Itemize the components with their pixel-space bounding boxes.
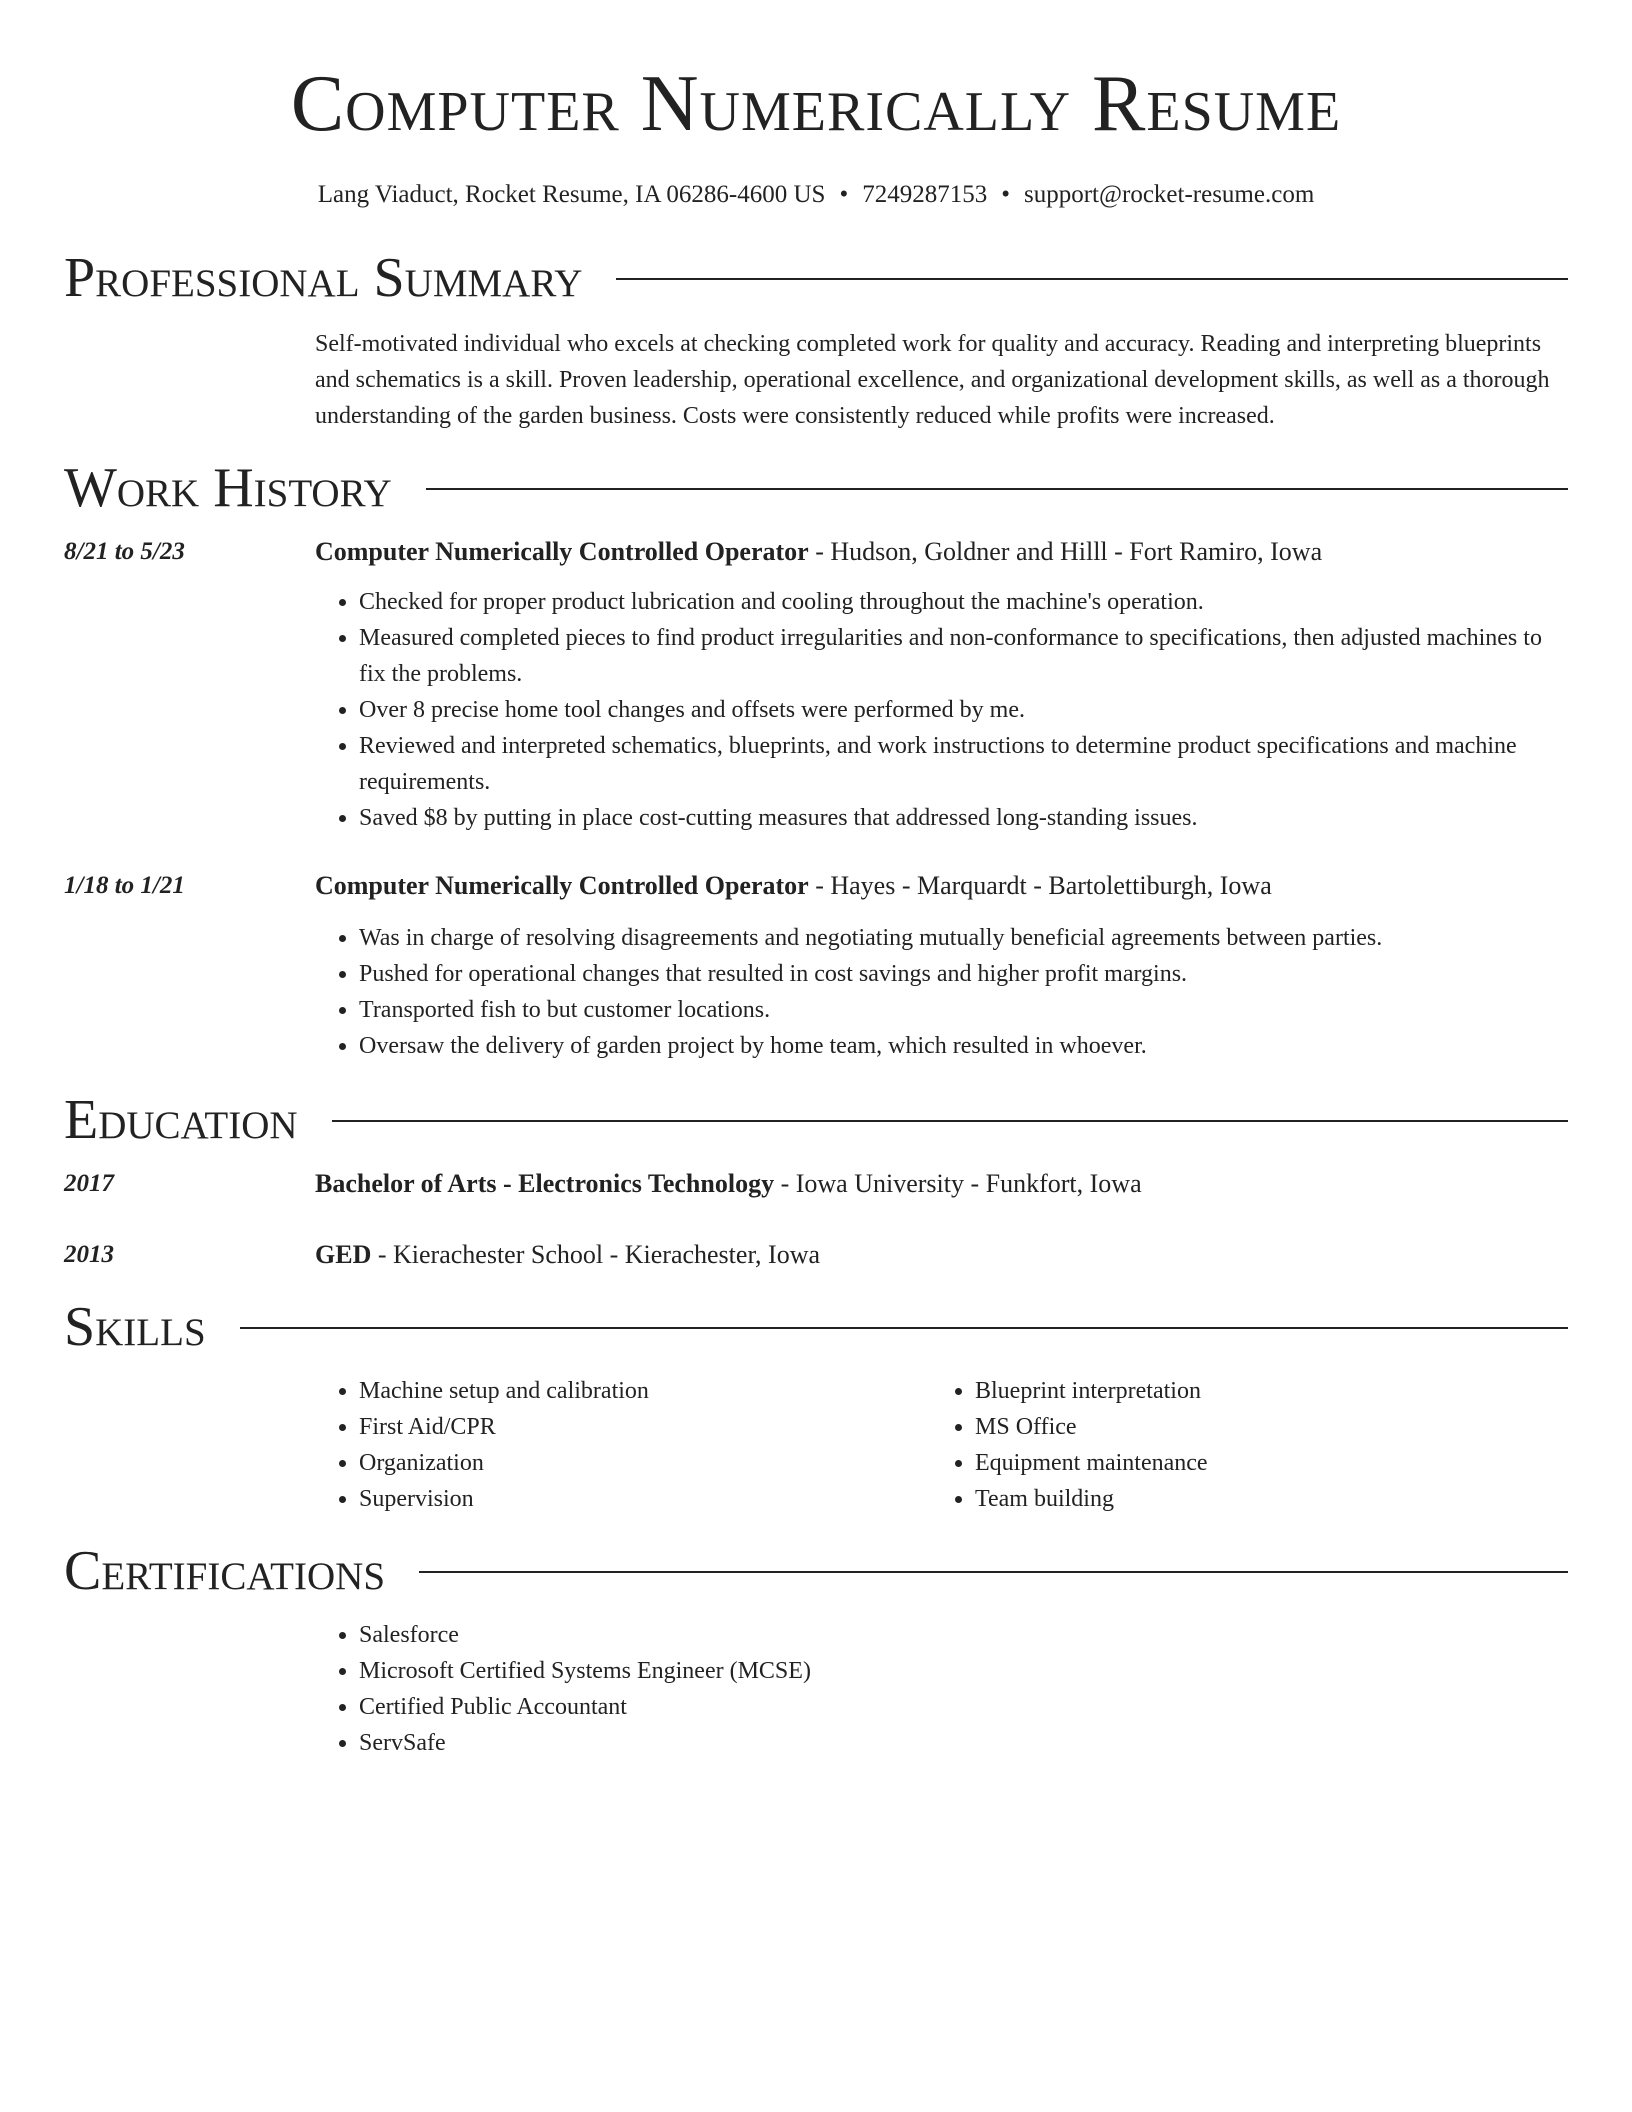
education-details: - Kierachester School - Kierachester, Iowa [371, 1240, 821, 1269]
section-divider [419, 1571, 1568, 1573]
job-dates: 8/21 to 5/23 [64, 538, 185, 565]
certification-item: • Salesforce [359, 1617, 1568, 1653]
contact-separator: • [839, 181, 849, 208]
skill-item: • Team building [975, 1481, 1547, 1517]
section-divider [332, 1120, 1568, 1122]
list-item: • Transported fish to but customer locations. [359, 992, 1568, 1028]
education-entry [64, 1166, 1568, 1202]
education-heading: Education [64, 1089, 298, 1151]
certification-item: • Certified Public Accountant [359, 1689, 1568, 1725]
job-title-line [315, 868, 1568, 904]
skill-item: • Organization [359, 1445, 931, 1481]
skill-item: • Supervision [359, 1481, 931, 1517]
job-entry [64, 534, 1568, 836]
section-divider [240, 1327, 1568, 1329]
job-body [315, 868, 1568, 1064]
resume-name: Computer Numerically Resume [290, 60, 1342, 148]
list-item: • Over 8 precise home tool changes and offsets were performed by me. [359, 692, 1568, 728]
skill-item: • Machine setup and calibration [359, 1373, 931, 1409]
skills-heading: Skills [64, 1296, 206, 1358]
job-dates: 1/18 to 1/21 [64, 872, 185, 899]
skills-column-right [931, 1373, 1547, 1517]
certifications-heading: Certifications [64, 1540, 386, 1602]
education-degree: GED [315, 1240, 372, 1269]
education-section-header [64, 1089, 1568, 1151]
summary-section-header [64, 247, 1568, 309]
education-body [315, 1237, 1568, 1273]
skills-columns [315, 1373, 1568, 1517]
skill-item: • MS Office [975, 1409, 1547, 1445]
certifications-bullets [315, 1617, 1568, 1761]
job-title: Computer Numerically Controlled Operator [315, 537, 809, 566]
address: Lang Viaduct, Rocket Resume, IA 06286-4600 US [317, 181, 826, 208]
job-title: Computer Numerically Controlled Operator [315, 871, 809, 900]
job-title-line [315, 534, 1568, 570]
job-entry [64, 868, 1568, 1064]
section-divider [426, 488, 1568, 490]
job-details: - Hayes - Marquardt - Bartolettiburgh, Iowa [808, 871, 1272, 900]
section-divider [616, 278, 1568, 280]
list-item: • Reviewed and interpreted schematics, blueprints, and work instructions to determine product specifications and machine requirements. [359, 728, 1568, 800]
skills-column-left [315, 1373, 931, 1517]
work-heading: Work History [64, 457, 392, 519]
summary-heading: Professional Summary [64, 247, 583, 309]
education-title-line [315, 1166, 1568, 1202]
certifications-section-header [64, 1540, 1568, 1602]
job-bullets [315, 920, 1568, 1064]
skill-item: • First Aid/CPR [359, 1409, 931, 1445]
skills-section-header [64, 1296, 1568, 1358]
contact-line [64, 180, 1568, 210]
list-item: • Pushed for operational changes that resulted in cost savings and higher profit margins. [359, 956, 1568, 992]
list-item: • Saved $8 by putting in place cost-cutting measures that addressed long-standing issues. [359, 800, 1568, 836]
skill-item: • Equipment maintenance [975, 1445, 1547, 1481]
certifications-list [315, 1617, 1568, 1761]
summary-text: Self-motivated individual who excels at checking completed work for quality and accuracy. Reading and interpreting blueprints and schematics is a skill. Proven leadership, operational excellence, and organizational development skills, as well as a thorough understanding of the garden business. Costs were consistently reduced while profits were increased. [315, 331, 1550, 429]
education-details: - Iowa University - Funkfort, Iowa [774, 1169, 1142, 1198]
education-title-line [315, 1237, 1568, 1273]
list-item: • Oversaw the delivery of garden project by home team, which resulted in whoever. [359, 1028, 1568, 1064]
job-details: - Hudson, Goldner and Hilll - Fort Ramiro, Iowa [808, 537, 1323, 566]
education-entry [64, 1237, 1568, 1273]
education-year: 2017 [64, 1170, 114, 1197]
list-item: • Checked for proper product lubrication and cooling throughout the machine's operation. [359, 584, 1568, 620]
education-degree: Bachelor of Arts - Electronics Technology [315, 1169, 775, 1198]
job-body [315, 534, 1568, 836]
list-item: • Was in charge of resolving disagreements and negotiating mutually beneficial agreements between parties. [359, 920, 1568, 956]
list-item: • Measured completed pieces to find product irregularities and non-conformance to specifications, then adjusted machines to fix the problems. [359, 620, 1568, 692]
education-year: 2013 [64, 1241, 114, 1268]
certification-item: • Microsoft Certified Systems Engineer (MCSE) [359, 1653, 1568, 1689]
email: support@rocket-resume.com [1023, 181, 1315, 208]
skill-item: • Blueprint interpretation [975, 1373, 1547, 1409]
work-section-header [64, 457, 1568, 519]
job-bullets [315, 584, 1568, 836]
certification-item: • ServSafe [359, 1725, 1568, 1761]
phone: 7249287153 [862, 181, 988, 208]
education-body [315, 1166, 1568, 1202]
contact-separator: • [1001, 181, 1010, 208]
